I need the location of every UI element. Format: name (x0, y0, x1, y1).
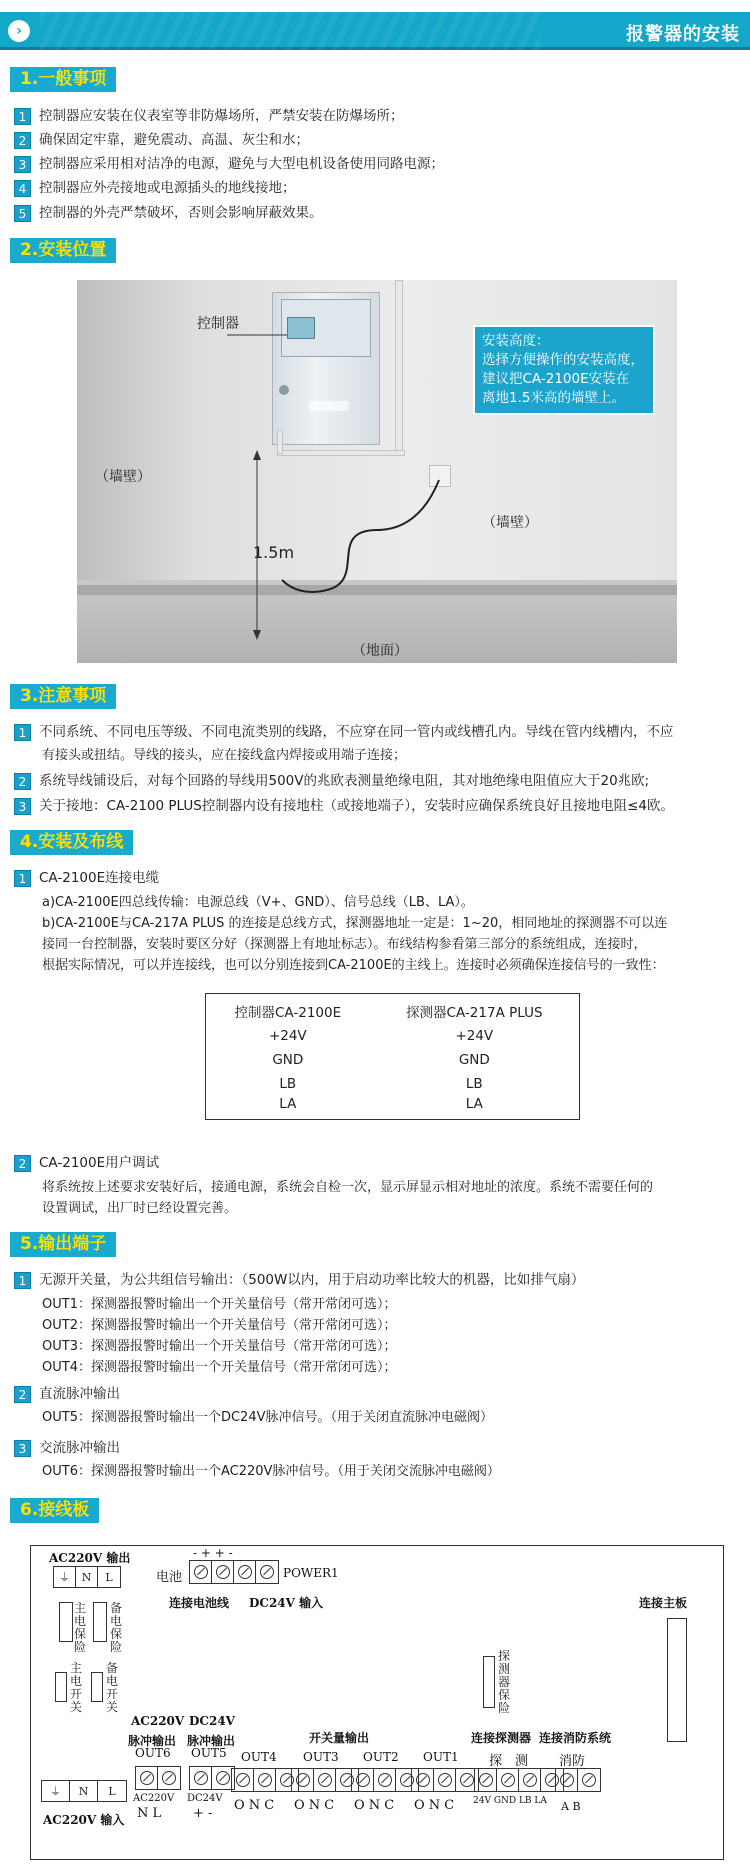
detector-label: 探 测 (489, 1754, 529, 1769)
detector-terminal (474, 1768, 564, 1792)
ac-input-label: AC220V 输入 (43, 1813, 125, 1827)
list-item: 4 控制器应外壳接地或电源插头的地线接地； (14, 178, 744, 199)
wall-right-label: （墙壁） (482, 515, 538, 531)
out1-terminal (411, 1768, 479, 1792)
battery-line-label: 连接电池线 (169, 1596, 230, 1610)
table-row: +24V +24V (268, 1027, 494, 1044)
list-item: 1 控制器应安装在仪表室等非防爆场所，严禁安装在防爆场所； (14, 106, 744, 127)
ac-output-label: AC220V 输出 (49, 1551, 131, 1565)
output-line: OUT3：探测器报警时输出一个开关量信号（常开常闭可选）； (42, 1339, 397, 1354)
list-item: 2 系统导线铺设后，对每个回路的导线用500V的兆欧表测量绝缘电阻，其对地绝缘电阻值应大于20兆欧; (14, 771, 744, 792)
list-item-continued: 有接头或扭结。导线的接头，应在接线盒内焊接或用端子连接； (42, 748, 407, 763)
fire-terminal (555, 1768, 601, 1792)
table-header: 控制器CA-2100E (234, 1004, 342, 1021)
out2-label: OUT2 (363, 1750, 399, 1764)
switch-output-label: 开关量输出 (309, 1731, 370, 1745)
subheading: 2 直流脉冲输出 (14, 1384, 744, 1405)
main-power-switch (55, 1672, 67, 1702)
out2-terminal (351, 1768, 419, 1792)
paragraph-line: b)CA-2100E与CA-217A PLUS 的连接是总线方式，探测器地址一定是：1~20，相同地址的探测器不可以连 (42, 916, 668, 931)
list-item: 5 控制器的外壳严禁破坏，否则会影响屏蔽效果。 (14, 203, 744, 224)
ac-pulse-label: AC220V (131, 1714, 185, 1728)
out3-label: OUT3 (303, 1750, 339, 1764)
section-title-general: 1.一般事项 (10, 67, 116, 92)
ac-pulse-label-2: 脉冲输出 (128, 1734, 177, 1748)
output-line: OUT1：探测器报警时输出一个开关量信号（常开常闭可选）； (42, 1297, 397, 1312)
backup-switch-label: 备电开关 (105, 1661, 118, 1714)
onc-label: O N C (354, 1798, 395, 1813)
detector-fuse-label: 探测器保险 (497, 1649, 510, 1715)
section-title-wiring: 4.安装及布线 (10, 830, 133, 855)
fire-label: 消防 (559, 1754, 586, 1769)
ground-icon: ⏚ (42, 1781, 70, 1801)
installation-photo (77, 280, 677, 663)
floor-label: （地面） (352, 643, 408, 659)
out6-label: OUT6 (135, 1746, 171, 1760)
section-title-notes: 3.注意事项 (10, 684, 116, 709)
dc-pulse-label: DC24V (189, 1714, 235, 1728)
subheading: 3 交流脉冲输出 (14, 1438, 744, 1459)
ac-input-terminal: ⏚ N L (41, 1780, 127, 1802)
onc-label: O N C (234, 1798, 275, 1813)
polarity-label: - + + - (193, 1546, 233, 1560)
controller-label: 控制器 (197, 316, 239, 332)
table-row: LB LB (279, 1075, 483, 1092)
chevron-right-icon: › (8, 20, 30, 42)
dc-input-label: DC24V 输入 (249, 1596, 324, 1610)
table-row: GND GND (272, 1051, 490, 1068)
backup-fuse (93, 1602, 107, 1642)
paragraph-line: a)CA-2100E四总线传输：电源总线（V+、GND）、信号总线（LB、LA）。 (42, 895, 474, 910)
paragraph-line: 根据实际情况，可以并连接线，也可以分别连接到CA-2100E的主线上。连接时必须确保连接信号的一致性： (42, 958, 665, 973)
output-line: OUT5：探测器报警时输出一个DC24V脉冲信号。（用于关闭直流脉冲电磁阀） (42, 1410, 493, 1425)
onc-label: O N C (414, 1798, 455, 1813)
install-height-callout: 安装高度： 选择方便操作的安装高度， 建议把CA-2100E安装在 离地1.5米高的墙壁上。 (473, 325, 655, 415)
wall-left-label: （墙壁） (95, 469, 151, 485)
ground-icon: ⏚ (54, 1567, 76, 1587)
battery-label: 电池 (156, 1570, 183, 1585)
out4-label: OUT4 (241, 1750, 277, 1764)
out6-terminal (135, 1766, 181, 1790)
detector-connection-label: 连接探测器 (471, 1731, 532, 1745)
backup-fuse-label: 备电保险 (109, 1601, 122, 1654)
section-title-location: 2.安装位置 (10, 238, 116, 263)
ab-label: A B (561, 1800, 581, 1813)
main-switch-label: 主电开关 (69, 1661, 82, 1714)
list-item: 2 确保固定牢靠，避免震动、高温、灰尘和水； (14, 130, 744, 151)
output-line: OUT2：探测器报警时输出一个开关量信号（常开常闭可选）； (42, 1318, 397, 1333)
subheading: 2 CA-2100E用户调试 (14, 1153, 744, 1174)
main-board-connector (667, 1618, 687, 1742)
battery-power-terminal (189, 1560, 279, 1584)
table-row: LA LA (279, 1096, 483, 1113)
list-item: 3 控制器应采用相对洁净的电源，避免与大型电机设备使用同路电源； (14, 154, 744, 175)
nl-label: N L (137, 1806, 162, 1821)
power1-label: POWER1 (283, 1566, 339, 1580)
height-label: 1.5m (253, 543, 295, 562)
pm-label: + - (193, 1806, 213, 1821)
out3-terminal (291, 1768, 359, 1792)
list-item: 1 不同系统、不同电压等级、不同电流类别的线路，不应穿在同一管内或线槽孔内。导线在管内线槽内，不应 (14, 722, 744, 743)
paragraph-line: 设置调试，出厂时已经设置完善。 (42, 1201, 238, 1216)
dc-pulse-label-2: 脉冲输出 (187, 1734, 236, 1748)
out5-label: OUT5 (191, 1746, 227, 1760)
out5-terminal (189, 1766, 235, 1790)
fire-system-label: 连接消防系统 (539, 1731, 612, 1745)
main-fuse-label: 主电保险 (73, 1601, 86, 1654)
out4-terminal (231, 1768, 299, 1792)
section-title-outputs: 5.输出端子 (10, 1232, 116, 1257)
page-title: 报警器的安装 (626, 24, 740, 45)
list-item: 3 关于接地：CA-2100 PLUS控制器内设有接地柱（或接地端子），安装时应确保系统良好且接地电阻≤4欧。 (14, 796, 744, 817)
header-decoration (40, 12, 540, 50)
ac220-label: AC220V (133, 1793, 175, 1804)
subheading: 1 CA-2100E连接电缆 (14, 868, 744, 889)
backup-power-switch (91, 1672, 103, 1702)
out1-label: OUT1 (423, 1750, 459, 1764)
ac-output-terminal: ⏚ N L (53, 1566, 121, 1588)
signal-mapping-table (205, 993, 580, 1120)
terminal-board-diagram (30, 1545, 724, 1860)
output-line: OUT6：探测器报警时输出一个AC220V脉冲信号。（用于关闭交流脉冲电磁阀） (42, 1464, 500, 1479)
detector-pins-label: 24V GND LB LA (473, 1796, 547, 1806)
table-header: 探测器CA-217A PLUS (406, 1004, 543, 1021)
main-fuse (59, 1602, 73, 1642)
section-title-terminal-board: 6.接线板 (10, 1498, 99, 1523)
paragraph-line: 将系统按上述要求安装好后，接通电源，系统会自检一次，显示屏显示相对地址的浓度。系统不需要任何的 (42, 1180, 654, 1195)
detector-fuse (483, 1656, 495, 1708)
paragraph-line: 接同一台控制器，安装时要区分好（探测器上有地址标志）。布线结构参看第三部分的系统组成，连接时， (42, 937, 647, 952)
page-header (0, 12, 750, 50)
main-board-label: 连接主板 (639, 1596, 688, 1610)
subheading: 1 无源开关量，为公共组信号输出：（500W以内，用于启动功率比较大的机器，比如排气扇） (14, 1270, 744, 1291)
output-line: OUT4：探测器报警时输出一个开关量信号（常开常闭可选）； (42, 1360, 397, 1375)
dc24-label: DC24V (187, 1793, 223, 1804)
onc-label: O N C (294, 1798, 335, 1813)
